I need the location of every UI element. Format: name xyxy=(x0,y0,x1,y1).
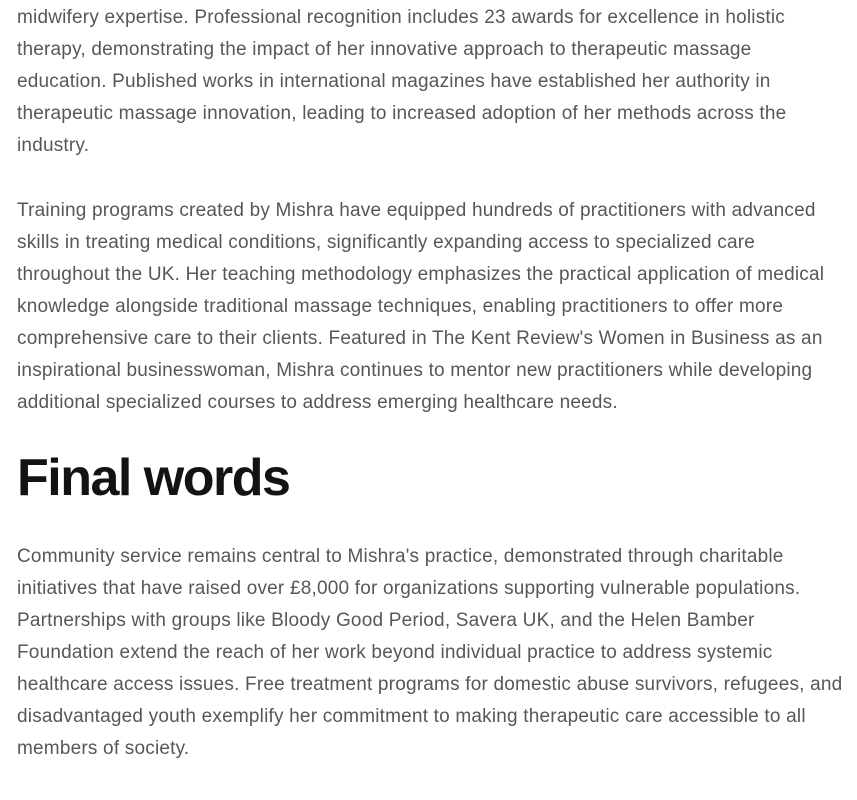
paragraph-professional-recognition: midwifery expertise. Professional recognition includes 23 awards for excellence in holistic therapy, demonstrating the impact of her innovative approach to therapeutic massage education. Published works in international magazines have established her authority in therapeutic massage innovation, leading to increased adoption of her methods across the industry. xyxy=(17,7,787,156)
paragraph-community-service: Community service remains central to Mishra's practice, demonstrated through charitable initiatives that have raised over £8,000 for organizations supporting vulnerable populations. Partnerships with groups like Bloody Good Period, Savera UK, and the Helen Bamber Foundation extend the reach of her work beyond individual practice to address systemic healthcare access issues. Free treatment programs for domestic abuse survivors, refugees, and disadvantaged youth exemplify her commitment to making therapeutic care accessible to all members of society. xyxy=(17,546,843,759)
paragraph-training-programs: Training programs created by Mishra have equipped hundreds of practitioners with advanced skills in treating medical conditions, significantly expanding access to specialized care throughout the UK. Her teaching methodology emphasizes the practical application of medical knowledge alongside traditional massage techniques, enabling practitioners to offer more comprehensive care to their clients. Featured in The Kent Review's Women in Business as an inspirational businesswoman, Mishra continues to mentor new practitioners while developing additional specialized courses to address emerging healthcare needs. xyxy=(17,200,825,413)
final-words-heading: Final words xyxy=(17,449,290,507)
